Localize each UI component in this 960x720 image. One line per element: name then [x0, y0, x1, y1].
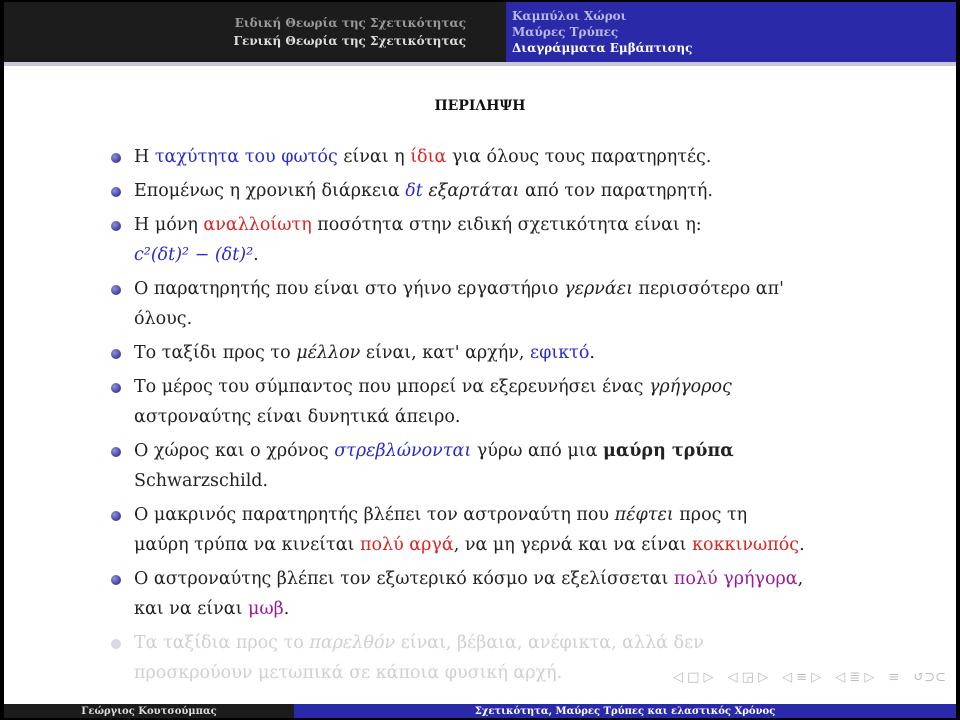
bullet-icon: [111, 447, 121, 457]
bullet-icon: [111, 575, 121, 585]
nav-prev-frame-icon[interactable]: ◁ □ ▷: [673, 670, 714, 685]
section-nav: [4, 2, 506, 62]
slide: [4, 2, 956, 718]
list-item: [108, 436, 928, 496]
nav-subsection-icon[interactable]: ◁ ◲ ▷: [727, 670, 769, 685]
item-line: Ο μακρινός παρατηρητής βλέπει τον αστροναύτη που πέφτει προς τη: [134, 505, 748, 525]
list-item: [108, 338, 928, 368]
item-line: Το μέρος του σύμπαντος που μπορεί να εξερευνήσει ένας γρήγορος: [134, 377, 732, 397]
beamer-navigation: [673, 670, 946, 685]
bullet-icon: [111, 639, 121, 649]
list-item: [108, 210, 928, 270]
list-item: [108, 372, 928, 432]
summary-list: [108, 142, 928, 692]
bullet-icon: [111, 511, 121, 521]
subsection-link-embedding-diagrams[interactable]: Διαγράμματα Εμβάπτισης: [512, 41, 693, 55]
subsection-link-black-holes[interactable]: Μαύρες Τρύπες: [512, 25, 619, 39]
list-item: [108, 500, 928, 560]
item-line: Schwarzschild.: [134, 471, 269, 491]
nav-align-icon[interactable]: ≡: [888, 670, 900, 685]
item-line: Ο αστροναύτης βλέπει τον εξωτερικό κόσμο να εξελίσσεται πολύ γρήγορα,: [134, 569, 804, 589]
item-line: Η ταχύτητα του φωτός είναι η ίδια για όλους τους παρατηρητές.: [134, 147, 712, 167]
subsection-link-curved-spaces[interactable]: Καμπύλοι Χώροι: [512, 9, 627, 23]
item-line: προσκρούουν μετωπικά σε κάποια φυσική αρχή.: [134, 663, 563, 683]
subsection-nav: [506, 2, 956, 62]
footer-talk-title: Σχετικότητα, Μαύρες Τρύπες και ελαστικός Χρόνος: [294, 704, 956, 718]
bullet-icon: [111, 285, 121, 295]
nav-document-icon[interactable]: ◁ ≣ ▷: [835, 670, 875, 685]
section-link-general-relativity[interactable]: Γενική Θεωρία της Σχετικότητας: [233, 34, 466, 48]
bullet-icon: [111, 383, 121, 393]
item-line: Η μόνη αναλλοίωτη ποσότητα στην ειδική σχετικότητα είναι η:: [134, 215, 702, 235]
item-line: Ο παρατηρητής που είναι στο γήινο εργαστήριο γερνάει περισσότερο απ': [134, 279, 784, 299]
nav-section-icon[interactable]: ◁ ≡ ▷: [782, 670, 822, 685]
item-line: Ο χώρος και ο χρόνος στρεβλώνονται γύρω από μια μαύρη τρύπα: [134, 441, 734, 461]
bullet-icon: [111, 187, 121, 197]
section-link-special-relativity[interactable]: Ειδική Θεωρία της Σχετικότητας: [234, 16, 466, 30]
footer-author: Γεώργιος Κουτσούμπας: [4, 704, 294, 718]
item-line: και να είναι μωβ.: [134, 599, 290, 619]
footer-bar: [4, 704, 956, 718]
list-item: [108, 142, 928, 172]
item-line: μαύρη τρύπα να κινείται πολύ αργά, να μη γερνά και να είναι κοκκινωπός.: [134, 535, 805, 555]
item-line: Επομένως η χρονική διάρκεια δt εξαρτάται από τον παρατηρητή.: [134, 181, 713, 201]
item-line: όλους.: [134, 309, 193, 329]
item-line: αστροναύτης είναι δυνητικά άπειρο.: [134, 407, 461, 427]
item-line: Τα ταξίδια προς το παρελθόν είναι, βέβαια, ανέφικτα, αλλά δεν: [134, 633, 704, 653]
list-item: [108, 176, 928, 206]
bullet-icon: [111, 153, 121, 163]
header-divider: [4, 62, 956, 66]
bullet-icon: [111, 349, 121, 359]
slide-title: ΠΕΡΙΛΗΨΗ: [434, 98, 526, 114]
list-item: [108, 564, 928, 624]
item-line: c²(δt)² − (δt)².: [134, 245, 259, 265]
header-bar: [4, 2, 956, 62]
bullet-icon: [111, 221, 121, 231]
item-line: Το ταξίδι προς το μέλλον είναι, κατ' αρχήν, εφικτό.: [134, 343, 595, 363]
nav-search-icon[interactable]: ↺⊃⊂: [913, 670, 946, 685]
list-item: [108, 274, 928, 334]
